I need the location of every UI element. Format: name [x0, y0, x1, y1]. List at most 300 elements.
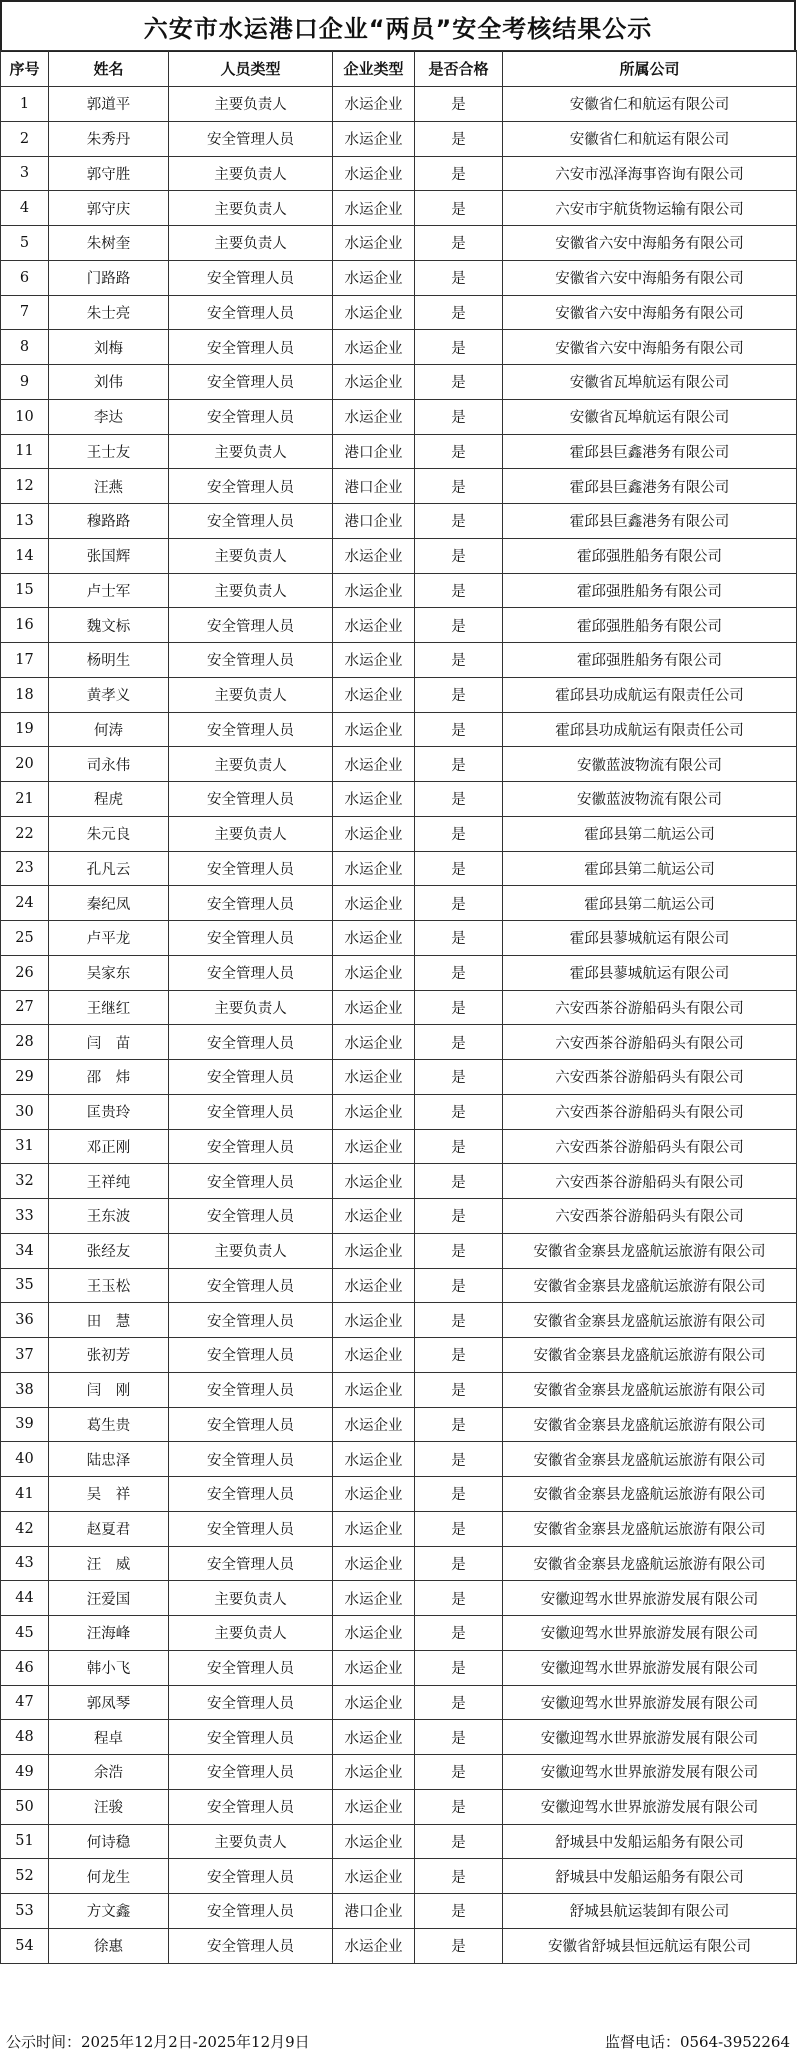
table-row [1, 1233, 797, 1268]
person-type: 安全管理人员 [169, 1268, 333, 1303]
person-type: 安全管理人员 [169, 1477, 333, 1512]
company-name: 安徽省金寨县龙盛航运旅游有限公司 [503, 1511, 797, 1546]
qualified-status: 是 [415, 1581, 503, 1616]
qualified-status: 是 [415, 399, 503, 434]
table-row [1, 156, 797, 191]
table-row [1, 643, 797, 678]
row-index: 9 [1, 365, 49, 400]
enterprise-type: 水运企业 [333, 816, 415, 851]
qualified-status: 是 [415, 747, 503, 782]
row-index: 36 [1, 1303, 49, 1338]
header-qualified: 是否合格 [415, 51, 503, 87]
person-type: 主要负责人 [169, 573, 333, 608]
company-name: 六安西茶谷游船码头有限公司 [503, 1164, 797, 1199]
row-index: 40 [1, 1442, 49, 1477]
enterprise-type: 水运企业 [333, 1164, 415, 1199]
qualified-status: 是 [415, 712, 503, 747]
qualified-status: 是 [415, 1199, 503, 1234]
publication-period: 公示时间：2025年12月2日-2025年12月9日 [6, 2032, 310, 2051]
row-index: 8 [1, 330, 49, 365]
table-row [1, 1511, 797, 1546]
qualified-status: 是 [415, 921, 503, 956]
row-index: 2 [1, 121, 49, 156]
company-name: 安徽省金寨县龙盛航运旅游有限公司 [503, 1407, 797, 1442]
company-name: 霍邱县巨鑫港务有限公司 [503, 434, 797, 469]
qualified-status: 是 [415, 434, 503, 469]
row-index: 22 [1, 816, 49, 851]
person-type: 安全管理人员 [169, 1094, 333, 1129]
person-name: 朱元良 [49, 816, 169, 851]
person-type: 安全管理人员 [169, 121, 333, 156]
row-index: 31 [1, 1129, 49, 1164]
row-index: 48 [1, 1720, 49, 1755]
person-name: 徐惠 [49, 1928, 169, 1963]
enterprise-type: 水运企业 [333, 1129, 415, 1164]
qualified-status: 是 [415, 226, 503, 261]
row-index: 6 [1, 260, 49, 295]
table-row [1, 1859, 797, 1894]
qualified-status: 是 [415, 365, 503, 400]
company-name: 安徽迎驾水世界旅游发展有限公司 [503, 1685, 797, 1720]
enterprise-type: 水运企业 [333, 399, 415, 434]
person-name: 汪燕 [49, 469, 169, 504]
company-name: 安徽省六安中海船务有限公司 [503, 260, 797, 295]
qualified-status: 是 [415, 990, 503, 1025]
person-type: 安全管理人员 [169, 1129, 333, 1164]
person-type: 主要负责人 [169, 1824, 333, 1859]
company-name: 安徽省金寨县龙盛航运旅游有限公司 [503, 1303, 797, 1338]
person-name: 吴家东 [49, 955, 169, 990]
qualified-status: 是 [415, 1303, 503, 1338]
row-index: 27 [1, 990, 49, 1025]
row-index: 13 [1, 504, 49, 539]
qualified-status: 是 [415, 1859, 503, 1894]
person-name: 邵 炜 [49, 1060, 169, 1095]
qualified-status: 是 [415, 573, 503, 608]
person-type: 主要负责人 [169, 538, 333, 573]
person-name: 闫 刚 [49, 1372, 169, 1407]
qualified-status: 是 [415, 330, 503, 365]
row-index: 11 [1, 434, 49, 469]
enterprise-type: 水运企业 [333, 886, 415, 921]
company-name: 六安市宇航货物运输有限公司 [503, 191, 797, 226]
enterprise-type: 水运企业 [333, 1720, 415, 1755]
table-row [1, 1720, 797, 1755]
enterprise-type: 水运企业 [333, 1268, 415, 1303]
company-name: 安徽省仁和航运有限公司 [503, 87, 797, 122]
enterprise-type: 水运企业 [333, 1199, 415, 1234]
table-row [1, 504, 797, 539]
qualified-status: 是 [415, 1824, 503, 1859]
enterprise-type: 水运企业 [333, 538, 415, 573]
person-name: 方文鑫 [49, 1894, 169, 1929]
row-index: 37 [1, 1338, 49, 1373]
person-name: 秦纪凤 [49, 886, 169, 921]
company-name: 霍邱县功成航运有限责任公司 [503, 677, 797, 712]
person-type: 安全管理人员 [169, 1303, 333, 1338]
row-index: 39 [1, 1407, 49, 1442]
qualified-status: 是 [415, 260, 503, 295]
table-row [1, 921, 797, 956]
person-name: 刘伟 [49, 365, 169, 400]
row-index: 30 [1, 1094, 49, 1129]
enterprise-type: 港口企业 [333, 504, 415, 539]
person-type: 安全管理人员 [169, 782, 333, 817]
table-row [1, 1894, 797, 1929]
qualified-status: 是 [415, 955, 503, 990]
row-index: 15 [1, 573, 49, 608]
row-index: 29 [1, 1060, 49, 1095]
company-name: 舒城县中发船运船务有限公司 [503, 1859, 797, 1894]
company-name: 安徽蓝波物流有限公司 [503, 782, 797, 817]
qualified-status: 是 [415, 608, 503, 643]
enterprise-type: 水运企业 [333, 295, 415, 330]
qualified-status: 是 [415, 1233, 503, 1268]
person-name: 杨明生 [49, 643, 169, 678]
table-row [1, 1025, 797, 1060]
company-name: 安徽省六安中海船务有限公司 [503, 226, 797, 261]
row-index: 35 [1, 1268, 49, 1303]
person-name: 朱秀丹 [49, 121, 169, 156]
enterprise-type: 水运企业 [333, 1407, 415, 1442]
person-type: 主要负责人 [169, 156, 333, 191]
row-index: 24 [1, 886, 49, 921]
person-type: 安全管理人员 [169, 1199, 333, 1234]
table-row [1, 886, 797, 921]
person-name: 王继红 [49, 990, 169, 1025]
qualified-status: 是 [415, 1789, 503, 1824]
person-type: 主要负责人 [169, 990, 333, 1025]
person-name: 孔凡云 [49, 851, 169, 886]
enterprise-type: 水运企业 [333, 191, 415, 226]
qualified-status: 是 [415, 504, 503, 539]
row-index: 34 [1, 1233, 49, 1268]
table-row [1, 226, 797, 261]
enterprise-type: 水运企业 [333, 1581, 415, 1616]
person-name: 何龙生 [49, 1859, 169, 1894]
row-index: 26 [1, 955, 49, 990]
enterprise-type: 水运企业 [333, 1511, 415, 1546]
person-name: 汪海峰 [49, 1616, 169, 1651]
qualified-status: 是 [415, 1025, 503, 1060]
enterprise-type: 水运企业 [333, 1233, 415, 1268]
person-name: 张初芳 [49, 1338, 169, 1373]
company-name: 安徽省舒城县恒远航运有限公司 [503, 1928, 797, 1963]
person-type: 主要负责人 [169, 1581, 333, 1616]
person-type: 安全管理人员 [169, 1407, 333, 1442]
table-row [1, 990, 797, 1025]
company-name: 霍邱县功成航运有限责任公司 [503, 712, 797, 747]
row-index: 12 [1, 469, 49, 504]
company-name: 安徽省金寨县龙盛航运旅游有限公司 [503, 1268, 797, 1303]
qualified-status: 是 [415, 191, 503, 226]
enterprise-type: 水运企业 [333, 1616, 415, 1651]
person-name: 卢士军 [49, 573, 169, 608]
table-row [1, 399, 797, 434]
row-index: 33 [1, 1199, 49, 1234]
enterprise-type: 水运企业 [333, 1372, 415, 1407]
person-type: 安全管理人员 [169, 643, 333, 678]
enterprise-type: 水运企业 [333, 677, 415, 712]
person-name: 王东波 [49, 1199, 169, 1234]
table-row [1, 538, 797, 573]
qualified-status: 是 [415, 1060, 503, 1095]
table-row [1, 1581, 797, 1616]
company-name: 安徽迎驾水世界旅游发展有限公司 [503, 1720, 797, 1755]
company-name: 霍邱强胜船务有限公司 [503, 608, 797, 643]
row-index: 1 [1, 87, 49, 122]
person-type: 安全管理人员 [169, 1060, 333, 1095]
table-row [1, 1199, 797, 1234]
enterprise-type: 水运企业 [333, 1789, 415, 1824]
enterprise-type: 水运企业 [333, 1025, 415, 1060]
enterprise-type: 水运企业 [333, 1546, 415, 1581]
table-row [1, 1650, 797, 1685]
person-type: 安全管理人员 [169, 851, 333, 886]
qualified-status: 是 [415, 1616, 503, 1651]
person-type: 安全管理人员 [169, 1789, 333, 1824]
person-name: 余浩 [49, 1755, 169, 1790]
company-name: 安徽迎驾水世界旅游发展有限公司 [503, 1616, 797, 1651]
person-name: 穆路路 [49, 504, 169, 539]
enterprise-type: 水运企业 [333, 747, 415, 782]
row-index: 23 [1, 851, 49, 886]
table-row [1, 1094, 797, 1129]
person-name: 汪爱国 [49, 1581, 169, 1616]
enterprise-type: 水运企业 [333, 1755, 415, 1790]
person-name: 邓正刚 [49, 1129, 169, 1164]
table-row [1, 191, 797, 226]
enterprise-type: 水运企业 [333, 1824, 415, 1859]
company-name: 安徽省金寨县龙盛航运旅游有限公司 [503, 1442, 797, 1477]
row-index: 32 [1, 1164, 49, 1199]
qualified-status: 是 [415, 1442, 503, 1477]
person-type: 主要负责人 [169, 434, 333, 469]
person-type: 安全管理人员 [169, 399, 333, 434]
table-row [1, 1789, 797, 1824]
company-name: 安徽省金寨县龙盛航运旅游有限公司 [503, 1338, 797, 1373]
company-name: 安徽省瓦埠航运有限公司 [503, 399, 797, 434]
enterprise-type: 水运企业 [333, 1442, 415, 1477]
company-name: 六安西茶谷游船码头有限公司 [503, 1199, 797, 1234]
enterprise-type: 水运企业 [333, 87, 415, 122]
company-name: 霍邱县第二航运公司 [503, 886, 797, 921]
company-name: 六安市泓泽海事咨询有限公司 [503, 156, 797, 191]
row-index: 52 [1, 1859, 49, 1894]
table-row [1, 1616, 797, 1651]
table-row [1, 121, 797, 156]
row-index: 43 [1, 1546, 49, 1581]
company-name: 六安西茶谷游船码头有限公司 [503, 990, 797, 1025]
person-name: 程卓 [49, 1720, 169, 1755]
qualified-status: 是 [415, 1407, 503, 1442]
table-row [1, 1928, 797, 1963]
company-name: 安徽省金寨县龙盛航运旅游有限公司 [503, 1233, 797, 1268]
qualified-status: 是 [415, 643, 503, 678]
results-table [0, 50, 797, 1964]
table-row [1, 955, 797, 990]
qualified-status: 是 [415, 816, 503, 851]
header-company: 所属公司 [503, 51, 797, 87]
qualified-status: 是 [415, 1928, 503, 1963]
person-type: 安全管理人员 [169, 469, 333, 504]
person-name: 王祥纯 [49, 1164, 169, 1199]
person-type: 安全管理人员 [169, 330, 333, 365]
qualified-status: 是 [415, 156, 503, 191]
person-name: 匡贵玲 [49, 1094, 169, 1129]
qualified-status: 是 [415, 87, 503, 122]
person-name: 何诗稳 [49, 1824, 169, 1859]
row-index: 47 [1, 1685, 49, 1720]
person-type: 安全管理人员 [169, 1928, 333, 1963]
company-name: 安徽迎驾水世界旅游发展有限公司 [503, 1789, 797, 1824]
person-type: 安全管理人员 [169, 1546, 333, 1581]
table-row [1, 1824, 797, 1859]
person-name: 魏文标 [49, 608, 169, 643]
row-index: 50 [1, 1789, 49, 1824]
company-name: 安徽迎驾水世界旅游发展有限公司 [503, 1650, 797, 1685]
table-row [1, 1685, 797, 1720]
company-name: 六安西茶谷游船码头有限公司 [503, 1129, 797, 1164]
company-name: 舒城县中发船运船务有限公司 [503, 1824, 797, 1859]
person-name: 郭凤琴 [49, 1685, 169, 1720]
qualified-status: 是 [415, 1511, 503, 1546]
row-index: 14 [1, 538, 49, 573]
enterprise-type: 水运企业 [333, 573, 415, 608]
person-type: 安全管理人员 [169, 365, 333, 400]
person-name: 李达 [49, 399, 169, 434]
enterprise-type: 水运企业 [333, 851, 415, 886]
person-name: 田 慧 [49, 1303, 169, 1338]
row-index: 16 [1, 608, 49, 643]
person-type: 主要负责人 [169, 677, 333, 712]
person-type: 安全管理人员 [169, 1372, 333, 1407]
table-row [1, 1755, 797, 1790]
table-row [1, 1268, 797, 1303]
row-index: 20 [1, 747, 49, 782]
person-type: 安全管理人员 [169, 1442, 333, 1477]
table-row [1, 816, 797, 851]
qualified-status: 是 [415, 782, 503, 817]
table-row [1, 365, 797, 400]
person-type: 主要负责人 [169, 747, 333, 782]
row-index: 51 [1, 1824, 49, 1859]
qualified-status: 是 [415, 1338, 503, 1373]
person-type: 安全管理人员 [169, 1511, 333, 1546]
person-name: 张经友 [49, 1233, 169, 1268]
person-type: 安全管理人员 [169, 504, 333, 539]
person-type: 主要负责人 [169, 1616, 333, 1651]
enterprise-type: 水运企业 [333, 365, 415, 400]
table-header-row [1, 51, 797, 87]
table-row [1, 1303, 797, 1338]
row-index: 17 [1, 643, 49, 678]
qualified-status: 是 [415, 851, 503, 886]
person-type: 主要负责人 [169, 1233, 333, 1268]
enterprise-type: 水运企业 [333, 226, 415, 261]
enterprise-type: 水运企业 [333, 921, 415, 956]
enterprise-type: 水运企业 [333, 1859, 415, 1894]
row-index: 5 [1, 226, 49, 261]
table-row [1, 747, 797, 782]
qualified-status: 是 [415, 1685, 503, 1720]
person-name: 王玉松 [49, 1268, 169, 1303]
company-name: 安徽迎驾水世界旅游发展有限公司 [503, 1755, 797, 1790]
person-type: 安全管理人员 [169, 955, 333, 990]
person-type: 主要负责人 [169, 816, 333, 851]
header-person-type: 人员类型 [169, 51, 333, 87]
table-row [1, 1546, 797, 1581]
person-type: 安全管理人员 [169, 260, 333, 295]
header-index: 序号 [1, 51, 49, 87]
company-name: 安徽省六安中海船务有限公司 [503, 295, 797, 330]
row-index: 54 [1, 1928, 49, 1963]
person-name: 闫 苗 [49, 1025, 169, 1060]
header-name: 姓名 [49, 51, 169, 87]
row-index: 41 [1, 1477, 49, 1512]
table-row [1, 1060, 797, 1095]
company-name: 安徽迎驾水世界旅游发展有限公司 [503, 1581, 797, 1616]
row-index: 7 [1, 295, 49, 330]
company-name: 舒城县航运装卸有限公司 [503, 1894, 797, 1929]
person-name: 刘梅 [49, 330, 169, 365]
row-index: 53 [1, 1894, 49, 1929]
page-title: 六安市水运港口企业“两员”安全考核结果公示 [0, 0, 796, 52]
company-name: 六安西茶谷游船码头有限公司 [503, 1094, 797, 1129]
company-name: 安徽省金寨县龙盛航运旅游有限公司 [503, 1546, 797, 1581]
table-row [1, 434, 797, 469]
table-row [1, 1338, 797, 1373]
table-row [1, 851, 797, 886]
person-name: 卢平龙 [49, 921, 169, 956]
table-row [1, 608, 797, 643]
person-type: 安全管理人员 [169, 1338, 333, 1373]
qualified-status: 是 [415, 1094, 503, 1129]
table-row [1, 1407, 797, 1442]
person-type: 安全管理人员 [169, 1859, 333, 1894]
person-name: 张国辉 [49, 538, 169, 573]
footer [0, 2028, 796, 2054]
row-index: 10 [1, 399, 49, 434]
company-name: 安徽省仁和航运有限公司 [503, 121, 797, 156]
company-name: 安徽省六安中海船务有限公司 [503, 330, 797, 365]
row-index: 18 [1, 677, 49, 712]
person-name: 朱士亮 [49, 295, 169, 330]
person-type: 安全管理人员 [169, 1685, 333, 1720]
qualified-status: 是 [415, 1477, 503, 1512]
table-row [1, 330, 797, 365]
enterprise-type: 水运企业 [333, 1094, 415, 1129]
person-name: 司永伟 [49, 747, 169, 782]
company-name: 霍邱县巨鑫港务有限公司 [503, 469, 797, 504]
person-name: 汪 威 [49, 1546, 169, 1581]
enterprise-type: 水运企业 [333, 1928, 415, 1963]
enterprise-type: 水运企业 [333, 1477, 415, 1512]
company-name: 霍邱县巨鑫港务有限公司 [503, 504, 797, 539]
qualified-status: 是 [415, 121, 503, 156]
person-name: 葛生贵 [49, 1407, 169, 1442]
qualified-status: 是 [415, 1372, 503, 1407]
table-row [1, 1129, 797, 1164]
enterprise-type: 港口企业 [333, 1894, 415, 1929]
qualified-status: 是 [415, 1129, 503, 1164]
table-row [1, 295, 797, 330]
row-index: 3 [1, 156, 49, 191]
person-type: 主要负责人 [169, 87, 333, 122]
company-name: 安徽省金寨县龙盛航运旅游有限公司 [503, 1372, 797, 1407]
enterprise-type: 水运企业 [333, 1303, 415, 1338]
person-type: 安全管理人员 [169, 921, 333, 956]
